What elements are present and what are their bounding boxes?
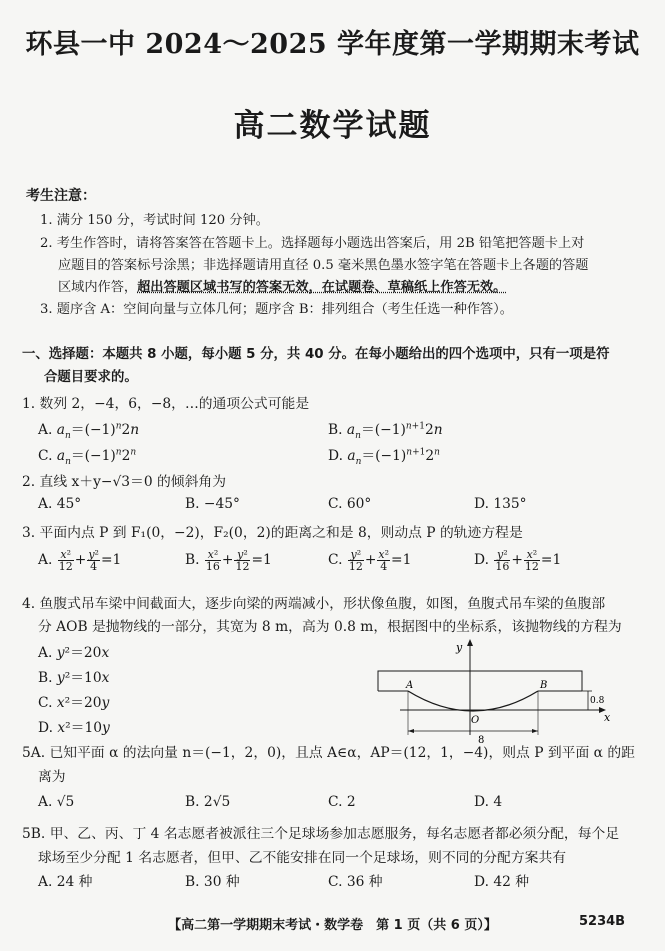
q1-option-a: A. $a_n=(-1)^n2n$ bbox=[38, 421, 140, 441]
section-heading-line2: 合题目要求的。 bbox=[44, 370, 138, 385]
q4-option-c: C. x²＝20y bbox=[38, 695, 110, 711]
q1-option-d: D. $a_n=(-1)^{n+1}2^n$ bbox=[328, 447, 440, 467]
section-heading-line1: 一、选择题：本题共 8 小题，每小题 5 分，共 40 分。在每小题给出的四个选项中，只有一项是符 bbox=[22, 347, 610, 362]
q5a-stem-line1: 5A. 已知平面 α 的法向量 n＝(−1，2，0)，且点 A∈α，AP＝(12，1，−4)，则点 P 到平面 α 的距 bbox=[22, 745, 635, 761]
q1-option-b: B. $a_n=(-1)^{n+1}2n$ bbox=[328, 421, 443, 441]
q2-option-d: D. 135° bbox=[474, 496, 527, 512]
x-axis-label: x bbox=[604, 711, 611, 724]
exam-title: 环县一中 2024～2025 学年度第一学期期末考试 bbox=[25, 29, 640, 60]
q5a-stem-line2: 离为 bbox=[38, 769, 66, 785]
q4-option-a: A. y²＝20x bbox=[38, 645, 110, 661]
q3-option-d: D. $\frac{\text{y²}}{16}$ + $\frac{\text{x²}}{12}$ =1 bbox=[474, 548, 562, 573]
q3-option-b: B. $\frac{\text{x²}}{16}$ + $\frac{\text{y²}}{12}$ =1 bbox=[185, 548, 272, 573]
subject-title: 高二数学试题 bbox=[233, 108, 432, 144]
origin-label: O bbox=[471, 715, 480, 726]
note-2-emphasis: 超出答题区域书写的答案无效，在试题卷、草稿纸上作答无效。 bbox=[137, 280, 507, 295]
q4-option-b: B. y²＝10x bbox=[38, 670, 110, 686]
q5b-option-b: B. 30 种 bbox=[185, 874, 240, 890]
q5b-option-c: C. 36 种 bbox=[328, 874, 383, 890]
q5a-option-c: C. 2 bbox=[328, 794, 356, 810]
note-2-line3-start: 区域内作答， bbox=[58, 280, 138, 295]
q5b-stem-line2: 球场至少分配 1 名志愿者，但甲、乙不能安排在同一个足球场，则不同的分配方案共有 bbox=[38, 850, 567, 866]
q5a-option-d: D. 4 bbox=[474, 794, 503, 810]
q4-stem-line2: 分 AOB 是抛物线的一部分，其宽为 8 m，高为 0.8 m，根据图中的坐标系，该抛物线的方程为 bbox=[38, 619, 622, 635]
fish-belly-beam-figure bbox=[370, 635, 620, 745]
y-axis-label: y bbox=[456, 641, 463, 654]
point-b-label: B bbox=[540, 680, 548, 691]
q2-stem-c: ＝0 的倾斜角为 bbox=[130, 474, 226, 490]
q4-stem-line1: 4. 鱼腹式吊车梁中间截面大，逐步向梁的两端减小，形状像鱼腹，如图，鱼腹式吊车梁的鱼腹部 bbox=[22, 596, 606, 612]
q3-stem: 3. 平面内点 P 到 F₁(0，−2)，F₂(0，2)的距离之和是 8，则动点 P 的轨迹方程是 bbox=[22, 525, 523, 541]
q1-option-c: C. $a_n=(-1)^n2^n$ bbox=[38, 447, 137, 467]
page-footer: 【高二第一学期期末考试・数学卷 第 1 页（共 6 页）】 bbox=[168, 918, 497, 933]
paper-code: 5234B bbox=[579, 914, 626, 929]
q3-option-c: C. $\frac{\text{y²}}{12}$ + $\frac{\text{x²}}{4}$ =1 bbox=[328, 548, 412, 573]
height-label: 0.8 bbox=[590, 696, 605, 706]
q2-option-b: B. −45° bbox=[185, 496, 240, 512]
note-1: 1. 满分 150 分，考试时间 120 分钟。 bbox=[40, 213, 269, 228]
parabola-aob bbox=[408, 691, 538, 711]
width-label: 8 bbox=[478, 735, 485, 745]
q3-option-a: A. $\frac{\text{x²}}{12}$ + $\frac{\text{y²}}{4}$ =1 bbox=[38, 548, 122, 573]
q5b-stem-line1: 5B. 甲、乙、丙、丁 4 名志愿者被派往三个足球场参加志愿服务，每名志愿者都必须分配，每个足 bbox=[22, 826, 620, 842]
q1-stem: 1. 数列 2，−4，6，−8，…的通项公式可能是 bbox=[22, 396, 310, 412]
width-arrow-right bbox=[532, 729, 538, 733]
q5a-option-b: B. 2√5 bbox=[185, 794, 231, 810]
q4-option-d: D. x²＝10y bbox=[38, 720, 110, 736]
point-a-label: A bbox=[406, 680, 414, 691]
q2-stem-a: 2. 直线 x＋y− bbox=[22, 474, 113, 490]
q5b-option-a: A. 24 种 bbox=[38, 874, 93, 890]
y-axis-arrow bbox=[467, 639, 473, 646]
q2-stem bbox=[22, 470, 226, 490]
note-3: 3. 题序含 A：空间向量与立体几何；题序含 B：排列组合（考生任选一种作答）。 bbox=[40, 302, 513, 317]
q5a-option-a: A. √5 bbox=[38, 794, 75, 810]
note-2-line2: 应题目的答案标号涂黑；非选择题请用直径 0.5 毫米黑色墨水签字笔在答题卡上各题的答题 bbox=[58, 258, 589, 273]
notes-heading: 考生注意： bbox=[26, 188, 96, 204]
width-arrow-left bbox=[408, 729, 414, 733]
note-2-line1: 2. 考生作答时，请将答案答在答题卡上。选择题每小题选出答案后，用 2B 铅笔把答题卡上对 bbox=[40, 236, 585, 251]
q5b-option-d: D. 42 种 bbox=[474, 874, 530, 890]
q2-option-a: A. 45° bbox=[38, 496, 82, 512]
q2-stem-sqrt: √3 bbox=[112, 474, 131, 490]
note-2-line3 bbox=[58, 276, 506, 295]
q2-option-c: C. 60° bbox=[328, 496, 372, 512]
